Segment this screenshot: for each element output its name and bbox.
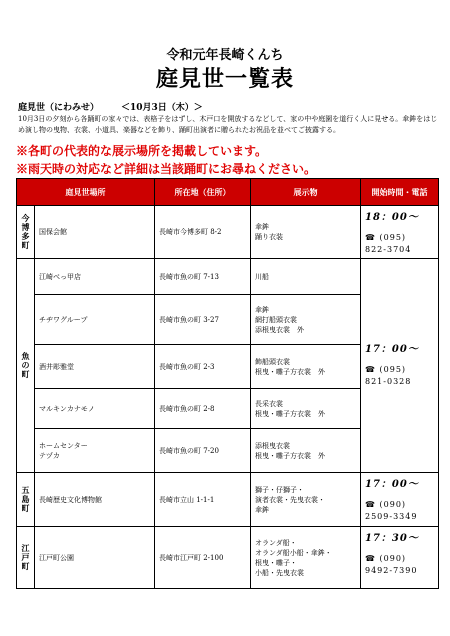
phone-icon: ☎ [365, 233, 380, 242]
table-row [17, 473, 439, 527]
place-cell: 国保会館 [35, 206, 155, 259]
phone-number [365, 499, 434, 511]
exhibit-item: 添根曳衣裳 外 [255, 325, 304, 334]
exhibit-item: 根曳・囃子方衣裳 外 [255, 451, 325, 460]
page-title: 庭見世一覧表 [155, 66, 294, 92]
phone-area-code: (095) [379, 233, 407, 242]
subhead-label: 庭見世（にわみせ） [18, 103, 100, 113]
exhibits-cell [251, 473, 361, 527]
area-cell [17, 527, 35, 589]
notice-1: ※各町の代表的な展示場所を掲載しています。 [16, 144, 268, 158]
exhibit-item: 添根曳衣裳 [255, 441, 290, 450]
exhibits-cell [251, 345, 361, 389]
phone-icon: ☎ [365, 554, 380, 563]
header-hours: 開始時間・電話 [361, 179, 439, 206]
phone-icon: ☎ [365, 500, 380, 509]
address-cell: 長崎市魚の町 3-27 [155, 295, 251, 345]
header-place: 庭見世場所 [17, 179, 155, 206]
header-exhibits: 展示物 [251, 179, 361, 206]
phone-area-code: (090) [379, 554, 407, 563]
place-cell: 長崎歴史文化博物館 [35, 473, 155, 527]
hours-cell [361, 473, 439, 527]
exhibit-item: 傘鉾 [255, 505, 269, 514]
exhibit-item: 傘鉾 [255, 305, 269, 314]
address-cell: 長崎市魚の町 2-8 [155, 389, 251, 429]
exhibit-item: 根曳・囃子方衣裳 外 [255, 367, 325, 376]
exhibit-item: 長采衣裳 [255, 399, 283, 408]
exhibit-item: 獅子・仔獅子・ [255, 485, 304, 494]
exhibit-item: 根曳・囃子方衣裳 外 [255, 409, 325, 418]
area-name: 魚の町 [21, 351, 30, 379]
hours-cell [361, 527, 439, 589]
phone-number [365, 232, 434, 244]
place-cell: 江戸町公園 [35, 527, 155, 589]
intro-text: 10月3日の夕刻から各踊町の家々では、表格子をはずし、木戸口を開放するなどして、家の中や庭園を道行く人に見せる。傘鉾をはじめ演し物の曳物、衣裳、小道具、楽器などを飾り、踊町出演者に贈られたお祝品を並べてご披露する。 [18, 115, 438, 134]
exhibits-cell [251, 527, 361, 589]
area-cell [17, 206, 35, 259]
address-cell: 長崎市江戸町 2-100 [155, 527, 251, 589]
exhibit-item: 網打船頭衣裳 [255, 315, 297, 324]
exhibits-cell [251, 295, 361, 345]
place-cell: ホームセンター テヅカ [35, 429, 155, 473]
subhead-date: ＜10月3日（木）＞ [121, 103, 203, 113]
table-row [17, 527, 439, 589]
header-address: 所在地（住所） [155, 179, 251, 206]
start-time: 17：00～ [365, 343, 419, 355]
phone-number [365, 553, 434, 565]
notice-2: ※雨天時の対応など詳細は当該踊町にお尋ねください。 [16, 162, 317, 176]
exhibits-cell [251, 389, 361, 429]
exhibit-item: 川船 [255, 272, 269, 281]
exhibits-cell [251, 259, 361, 295]
phone-area-code: (090) [379, 500, 407, 509]
place-cell: 酒井彫雅堂 [35, 345, 155, 389]
start-time: 17：00～ [365, 479, 419, 490]
area-name: 今博多町 [21, 213, 30, 250]
table-row [17, 259, 439, 295]
exhibit-item: オランダ船小船・傘鉾・ [255, 548, 332, 557]
address-cell: 長崎市立山 1-1-1 [155, 473, 251, 527]
event-title: 令和元年長崎くんち [166, 48, 284, 63]
address-cell: 長崎市魚の町 2-3 [155, 345, 251, 389]
area-name: 五島町 [21, 485, 30, 513]
hours-cell [361, 206, 439, 259]
subheading [18, 100, 203, 113]
exhibit-item: 根曳・囃子・ [255, 558, 297, 567]
exhibit-item: 小船・先曳衣裳 [255, 568, 304, 577]
address-cell: 長崎市今博多町 8-2 [155, 206, 251, 259]
niwamise-table [16, 178, 439, 589]
start-time: 18：00～ [365, 212, 419, 223]
exhibit-item: 飾船頭衣裳 [255, 357, 290, 366]
phone-number-main: 822-3704 [365, 245, 412, 254]
start-time: 17：30～ [365, 533, 419, 544]
phone-number-main: 9492-7390 [365, 566, 418, 575]
exhibit-item: オランダ船・ [255, 538, 297, 547]
phone-number-main: 821-0328 [365, 376, 412, 386]
place-cell: チヂワグループ [35, 295, 155, 345]
address-cell: 長崎市魚の町 7-13 [155, 259, 251, 295]
place-cell: 江崎べっ甲店 [35, 259, 155, 295]
area-cell [17, 473, 35, 527]
phone-number-main: 2509-3349 [365, 512, 418, 521]
table-row [17, 206, 439, 259]
phone-number [365, 364, 434, 376]
address-cell: 長崎市魚の町 7-20 [155, 429, 251, 473]
exhibit-item: 演者衣裳・先曳衣裳・ [255, 495, 325, 504]
exhibit-item: 踊り衣装 [255, 233, 283, 241]
exhibits-cell [251, 429, 361, 473]
exhibit-item: 傘鉾 [255, 223, 269, 231]
hours-cell [361, 259, 439, 473]
area-name: 江戸町 [21, 543, 30, 571]
area-cell [17, 259, 35, 473]
exhibits-cell [251, 206, 361, 259]
phone-area-code: (095) [379, 364, 407, 374]
table-header-row [17, 179, 439, 206]
phone-icon: ☎ [365, 364, 380, 374]
place-cell: マルキンカナモノ [35, 389, 155, 429]
